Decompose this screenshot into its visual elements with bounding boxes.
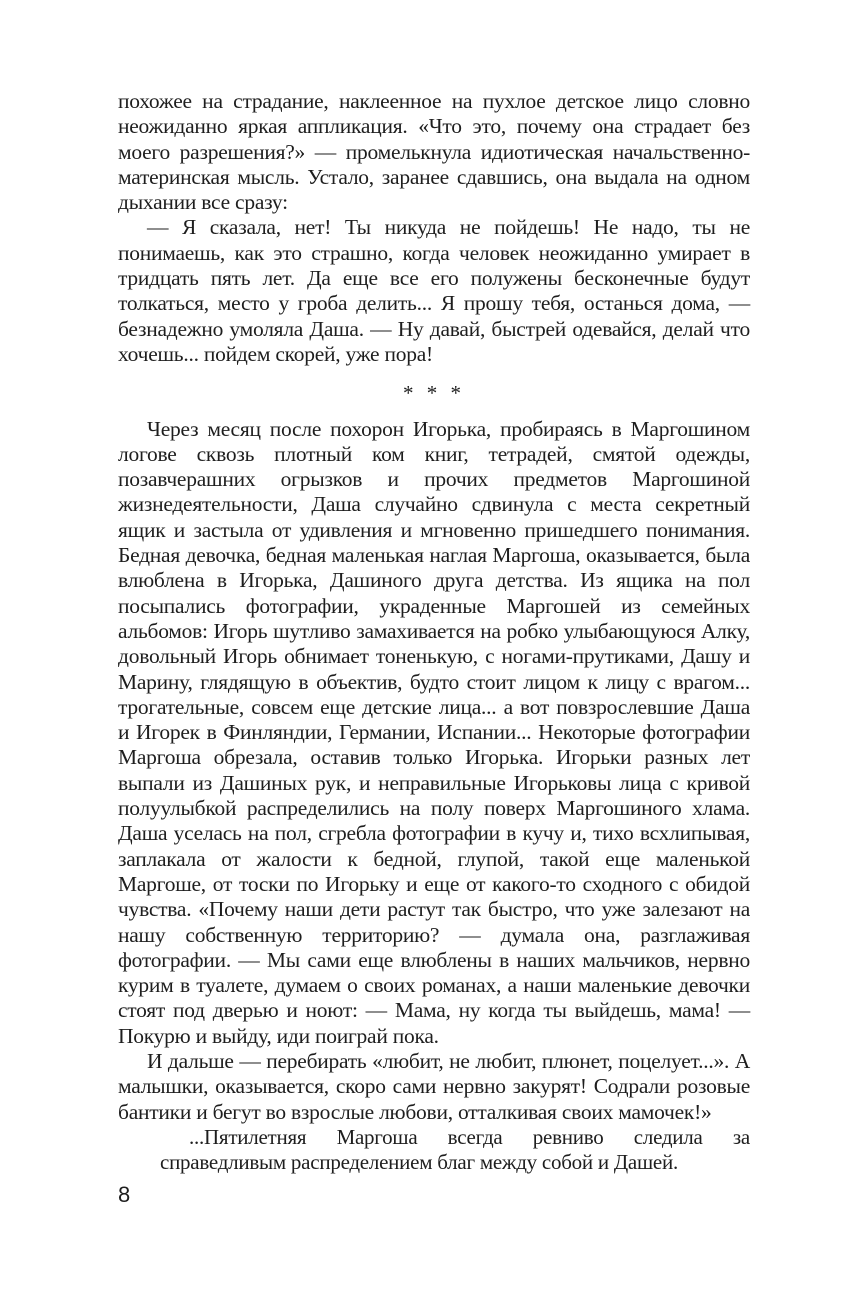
page-number: 8 <box>118 1182 131 1207</box>
book-page-text <box>118 89 750 1175</box>
epigraph-note: ...Пятилетняя Маргоша всегда ревниво следила за справедливым распределением благ между собой и Дашей. <box>160 1124 750 1175</box>
paragraph-dialogue: — Я сказала, нет! Ты никуда не пойдешь! Не надо, ты не понимаешь, как это страшно, когда человек неожиданно умирает в тридцать пять лет. Да еще все его полужены бесконечные будут толкаться, место у гроба делить... Я прошу тебя, останься дома, — безнадежно умоляла Даша. — Ну давай, быстрей одевайся, делай что хочешь... пойдем скорей, уже пора! <box>118 215 750 366</box>
paragraph-closing: И дальше — перебирать «любит, не любит, плюнет, поцелует...». А малышки, оказывается, скоро сами нервно закурят! Содрали розовые бантики и бегут во взрослые любови, отталкивая своих мамочек!» <box>118 1048 750 1124</box>
paragraph-continued: похожее на страдание, наклеенное на пухлое детское лицо словно неожиданно яркая аппликация. «Что это, почему она страдает без моего разрешения?» — промелькнула идиотическая начальственно-материнская мысль. Устало, заранее сдавшись, она выдала на одном дыхании все сразу: <box>118 89 750 215</box>
section-separator: * * * <box>403 381 465 406</box>
paragraph-main: Через месяц после похорон Игорька, пробираясь в Маргошином логове сквозь плотный ком книг, тетрадей, смятой одежды, позавчерашних огрызков и прочих предметов Маргошиной жизнедеятельности, Даша случайно сдвинула с места секретный ящик и застыла от удивления и мгновенно пришедшего понимания. Бедная девочка, бедная маленькая наглая Маргоша, оказывается, была влюблена в Игорька, Дашиного друга детства. Из ящика на пол посыпались фотографии, украденные Маргошей из семейных альбомов: Игорь шутливо замахивается на робко улыбающуюся Алку, довольный Игорь обнимает тоненькую, с ногами-прутиками, Дашу и Марину, глядящую в объектив, будто стоит лицом к лицу с врагом... трогательные, совсем еще детские лица... а вот повзрослевшие Даша и Игорек в Финляндии, Германии, Испании... Некоторые фотографии Маргоша обрезала, оставив только Игорька. Игорьки разных лет выпали из Дашиных рук, и неправильные Игорьковы лица с кривой полуулыбкой распределились на полу поверх Маргошиного хлама. Даша уселась на пол, сгребла фотографии в кучу и, тихо всхлипывая, заплакала от жалости к бедной, глупой, такой еще маленькой Маргоше, от тоски по Игорьку и еще от какого-то сходного с обидой чувства. «Почему наши дети растут так быстро, что уже залезают на нашу собственную территорию? — думала она, разглаживая фотографии. — Мы сами еще влюблены в наших мальчиков, нервно курим в туалете, думаем о своих романах, а наши маленькие девочки стоят под дверью и ноют: — Мама, ну когда ты выйдешь, мама! — Покурю и выйду, иди поиграй пока. <box>118 416 750 1048</box>
